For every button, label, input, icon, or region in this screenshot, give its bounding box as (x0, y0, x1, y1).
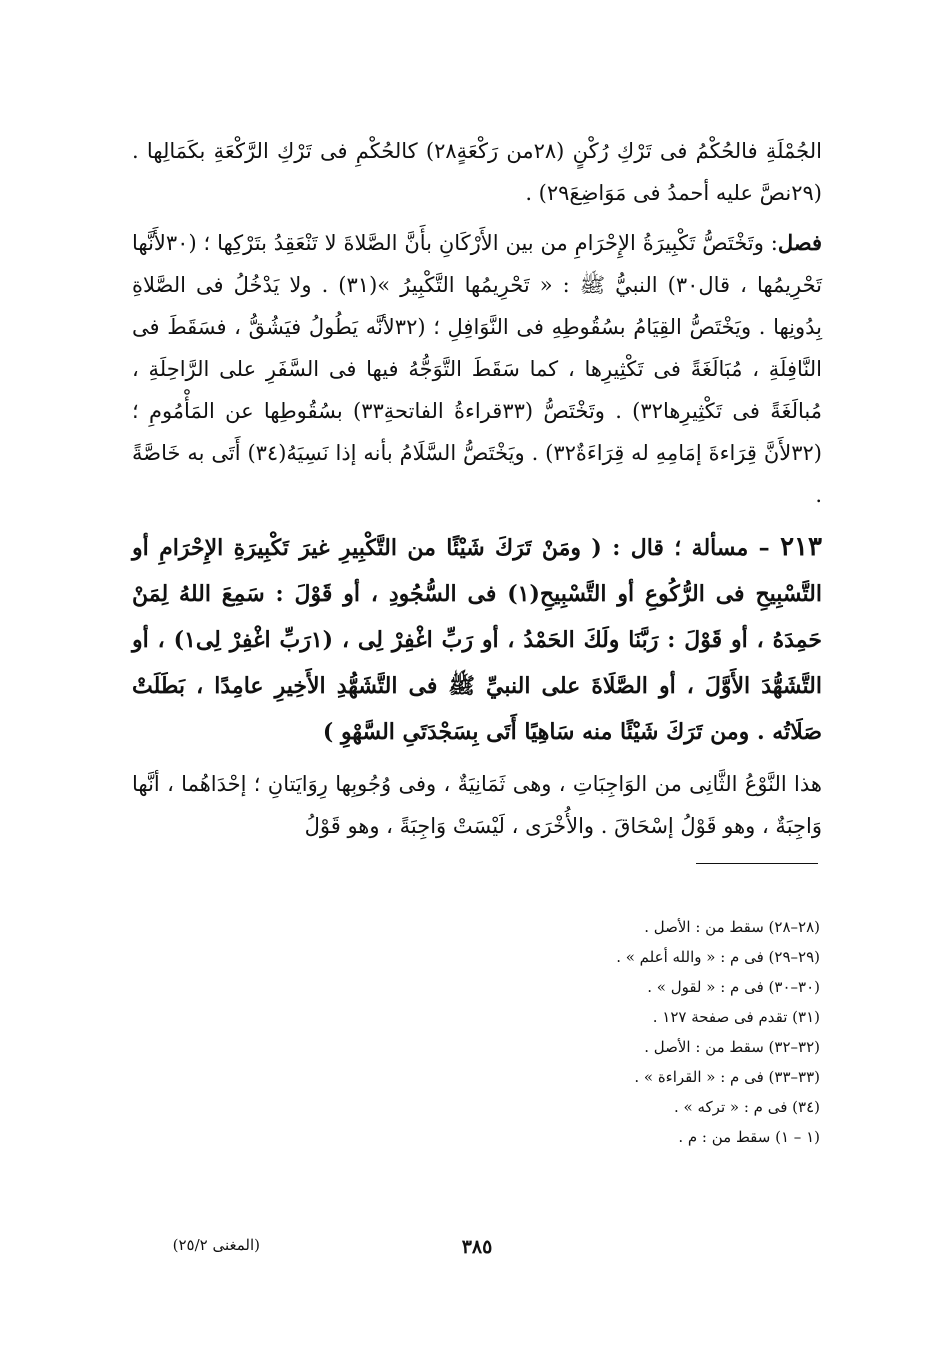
paragraph-fasl (132, 222, 822, 516)
page-number: ٣٨٥ (461, 1236, 493, 1258)
footnote-item: (٣٠–٣٠) فى م : « لقول » . (647, 978, 820, 996)
footnote-item: (٣٢–٣٢) سقط من : الأصل . (644, 1038, 820, 1056)
footnote-item: (٢٨–٢٨) سقط من : الأصل . (644, 918, 820, 936)
footnote-item: (٣٤) فى م : « تركه » . (674, 1098, 820, 1116)
masala-213 (132, 524, 822, 755)
paragraph-1-text: الجُمْلَةِ فالحُكْمُ فى تَرْكِ رُكْنٍ (٢٨من رَكْعَةٍ٢٨) كالحُكْمِ فى تَرْكِ الرَّكْعَةِ بكَمَالِها . (٢٩نصَّ عليه أحمدُ فى مَوَاضِعَ٢٩) . (132, 139, 822, 205)
footnotes (520, 912, 820, 1152)
paragraph-continuation (132, 130, 822, 214)
paragraph-4-text: هذا النَّوْعُ الثَّانِى من الوَاجِبَاتِ ، وهى ثَمَانِيَةٌ ، وفى وُجُوبِها رِوَايَتانِ ؛ إحْدَاهُما ، أنَّها وَاجِبَةٌ ، وهو قَوْلُ إسْحَاقَ . والأُخْرَى ، لَيْسَتْ وَاجِبَةً ، وهو قَوْلُ (132, 772, 822, 838)
footnote-item: (٣٣–٣٣) فى م : « القراءة » . (634, 1068, 820, 1086)
paragraph-2-text: : وتَخْتَصُّ تَكْبِيرَةُ الإِحْرَامِ من بين الأَرْكَانِ بأَنَّ الصَّلاةَ لا تَنْعَقِدُ بتَرْكِها ؛ (٣٠لأَنَّها تَحْرِيمُها ، قال٣٠) النبيُّ ﷺ : « تَحْرِيمُها التَّكْبِيرُ »(٣١) . ولا يَدْخُلُ فى الصَّلاةِ بِدُونِها . ويَخْتَصُّ القِيَامُ بسُقُوطِهِ فى النَّوَافِلِ ؛ (٣٢لأنَّه يَطُولُ فيَشُقُّ ، فسَقَطَ فى النَّافِلَةِ ، مُبَالَغَةً فى تَكْثِيرِها ، كما سَقَطَ التَّوَجُّهُ فيها فى السَّفَرِ على الرَّاحِلَةِ ، مُبالَغَةً فى تَكْثِيرِها٣٢) . وتَخْتَصُّ (٣٣قراءةُ الفاتحةِ٣٣) بسُقُوطِها عن المَأْمُومِ ؛ (٣٢لأَنَّ قِرَاءةَ إمَامِهِ له قِرَاءَةٌ٣٢) . ويَخْتَصُّ السَّلَامُ بأنه إذا نَسِيَهُ(٣٤) أَتَى به خَاصَّةً . (132, 231, 823, 507)
footnote-separator (696, 863, 818, 864)
footnote-item: (٣١) تقدم فى صفحة ١٢٧ . (652, 1008, 820, 1026)
footnote-item: (٢٩–٢٩) فى م : « والله أعلم » . (616, 948, 820, 966)
section-heading-fasl: فصل (777, 230, 822, 255)
footnote-item: (١ – ١) سقط من : م . (678, 1128, 820, 1146)
masala-text: – مسألة ؛ قال : ( ومَنْ تَرَكَ شَيْئًا من التَّكْبِيرِ غيرَ تَكْبِيرَةِ الإِحْرَامِ أو التَّسْبِيحِ فى الرُّكُوعِ أو التَّسْبِيحِ(١) فى السُّجُودِ ، أو قَوْلَ : سَمِعَ اللهُ لِمَنْ حَمِدَهُ ، أو قَوْلَ : رَبَّنَا ولَكَ الحَمْدُ ، أو رَبِّ اغْفِرْ لِى ، (١رَبِّ اغْفِرْ لِى١) ، أو التَّشَهُّدَ الأَوَّلَ ، أو الصَّلَاةَ على النبيِّ ﷺ فى التَّشَهُّدِ الأَخِيرِ عامِدًا ، بَطَلَتْ صَلَاتُه . ومن تَرَكَ شَيْئًا منه سَاهِيًا أَتَى بِسَجْدَتَىِ السَّهْوِ ) (132, 535, 822, 745)
paragraph-commentary (132, 763, 822, 847)
printer-signature: (المغنى ٢٥/٢) (172, 1236, 260, 1254)
masala-number: ٢١٣ (780, 532, 822, 562)
main-text (132, 130, 822, 847)
